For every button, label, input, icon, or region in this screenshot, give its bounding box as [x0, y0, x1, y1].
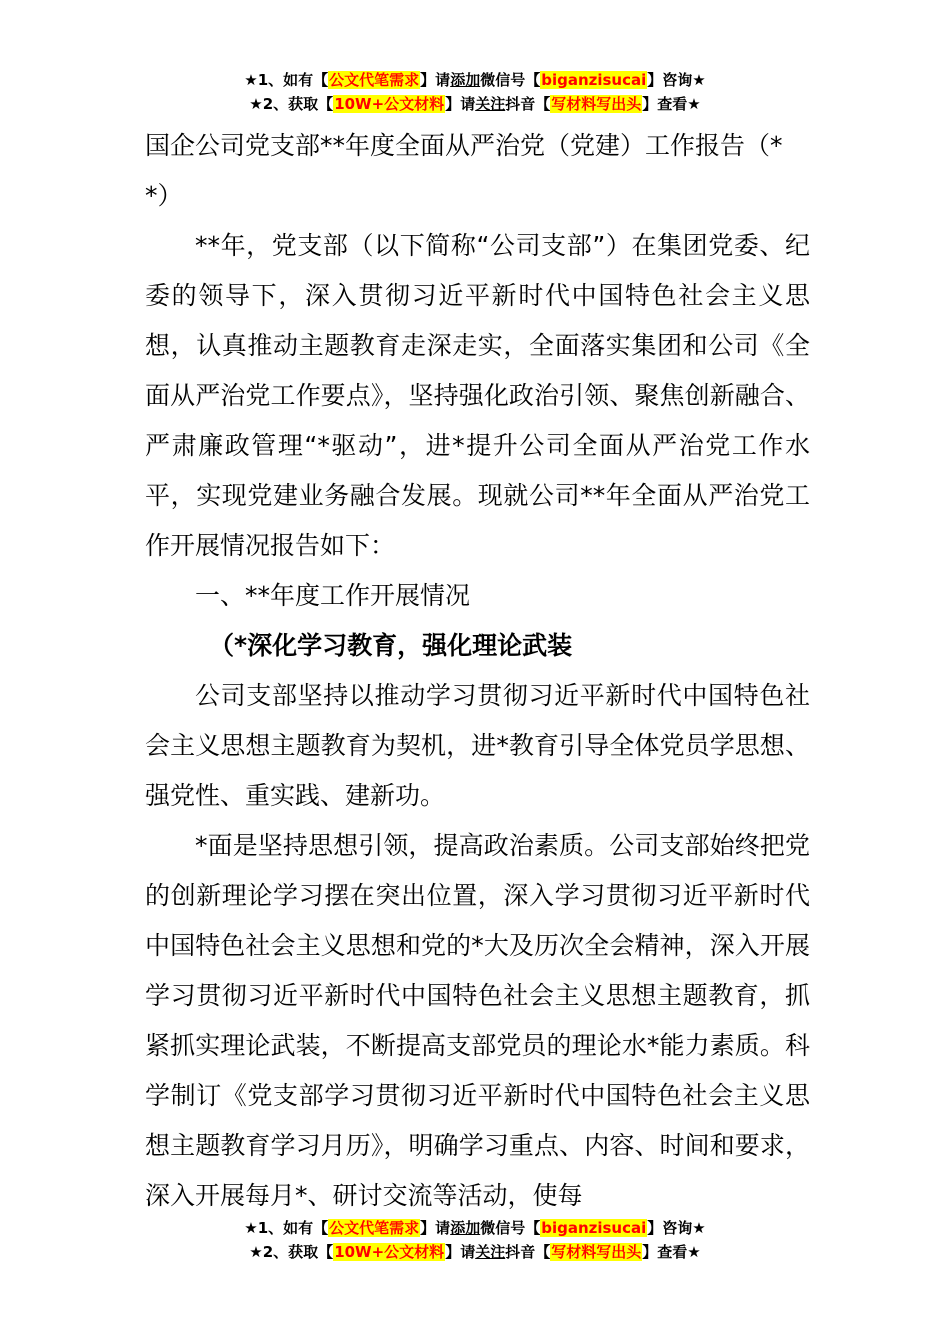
promo-underlined: 添加	[450, 1219, 481, 1237]
promo-text: ★2、获取【	[249, 1243, 334, 1261]
top-promo-banner	[0, 68, 950, 116]
promo-highlight: 公文代笔需求	[329, 71, 420, 89]
bottom-promo-banner	[0, 1216, 950, 1264]
body-paragraph-2: *面是坚持思想引领，提高政治素质。公司支部始终把党的创新理论学习摆在突出位置，深入学习贯彻习近平新时代中国特色社会主义思想和党的*大及历次全会精神，深入开展学习贯彻习近平新时代中国特色社会主义思想主题教育，抓紧抓实理论武装，不断提高支部党员的理论水*能力素质。科学制订《党支部学习贯彻习近平新时代中国特色社会主义思想主题教育学习月历》，明确学习重点、内容、时间和要求，深入开展每月*、研讨交流等活动，使每	[145, 831, 810, 1210]
promo-line-1	[0, 1216, 950, 1240]
section-heading: 一、**年度工作开展情况	[195, 581, 471, 610]
promo-text: 】咨询★	[647, 1219, 706, 1237]
promo-text: 】请	[445, 95, 476, 113]
promo-text: 】咨询★	[647, 71, 706, 89]
document-title-line-1: 国企公司党支部**年度全面从严治党（党建）工作报告（*	[145, 131, 783, 160]
promo-text: 】查看★	[642, 1243, 701, 1261]
document-title-line-2: *）	[145, 181, 183, 210]
promo-line-2	[0, 92, 950, 116]
promo-text: 】查看★	[642, 95, 701, 113]
promo-underlined: 添加	[450, 71, 481, 89]
promo-text: ★2、获取【	[249, 95, 334, 113]
promo-highlight: biganzisucai	[541, 1219, 647, 1237]
document-body	[145, 121, 810, 1221]
promo-text: 微信号【	[480, 1219, 541, 1237]
promo-text: 】请	[445, 1243, 476, 1261]
promo-line-2	[0, 1240, 950, 1264]
promo-text: 微信号【	[480, 71, 541, 89]
promo-underlined: 关注	[475, 95, 506, 113]
promo-highlight: biganzisucai	[541, 71, 647, 89]
subsection-heading: （*深化学习教育，强化理论武装	[209, 631, 573, 660]
promo-highlight: 10W+公文材料	[334, 1243, 445, 1261]
promo-text: 抖音【	[505, 1243, 551, 1261]
body-paragraph-1: 公司支部坚持以推动学习贯彻习近平新时代中国特色社会主义思想主题教育为契机，进*教育引导全体党员学思想、强党性、重实践、建新功。	[145, 681, 810, 810]
promo-text: 】请	[420, 71, 451, 89]
promo-highlight: 10W+公文材料	[334, 95, 445, 113]
promo-highlight: 写材料写出头	[551, 95, 642, 113]
promo-text: ★1、如有【	[244, 71, 329, 89]
promo-highlight: 写材料写出头	[551, 1243, 642, 1261]
promo-underlined: 关注	[475, 1243, 506, 1261]
promo-text: 抖音【	[505, 95, 551, 113]
promo-highlight: 公文代笔需求	[329, 1219, 420, 1237]
intro-paragraph: **年，党支部（以下简称“公司支部”）在集团党委、纪委的领导下，深入贯彻习近平新时代中国特色社会主义思想，认真推动主题教育走深走实，全面落实集团和公司《全面从严治党工作要点》，坚持强化政治引领、聚焦创新融合、严肃廉政管理“*驱动”，进*提升公司全面从严治党工作水平，实现党建业务融合发展。现就公司**年全面从严治党工作开展情况报告如下：	[145, 231, 810, 560]
promo-line-1	[0, 68, 950, 92]
promo-text: 】请	[420, 1219, 451, 1237]
promo-text: ★1、如有【	[244, 1219, 329, 1237]
